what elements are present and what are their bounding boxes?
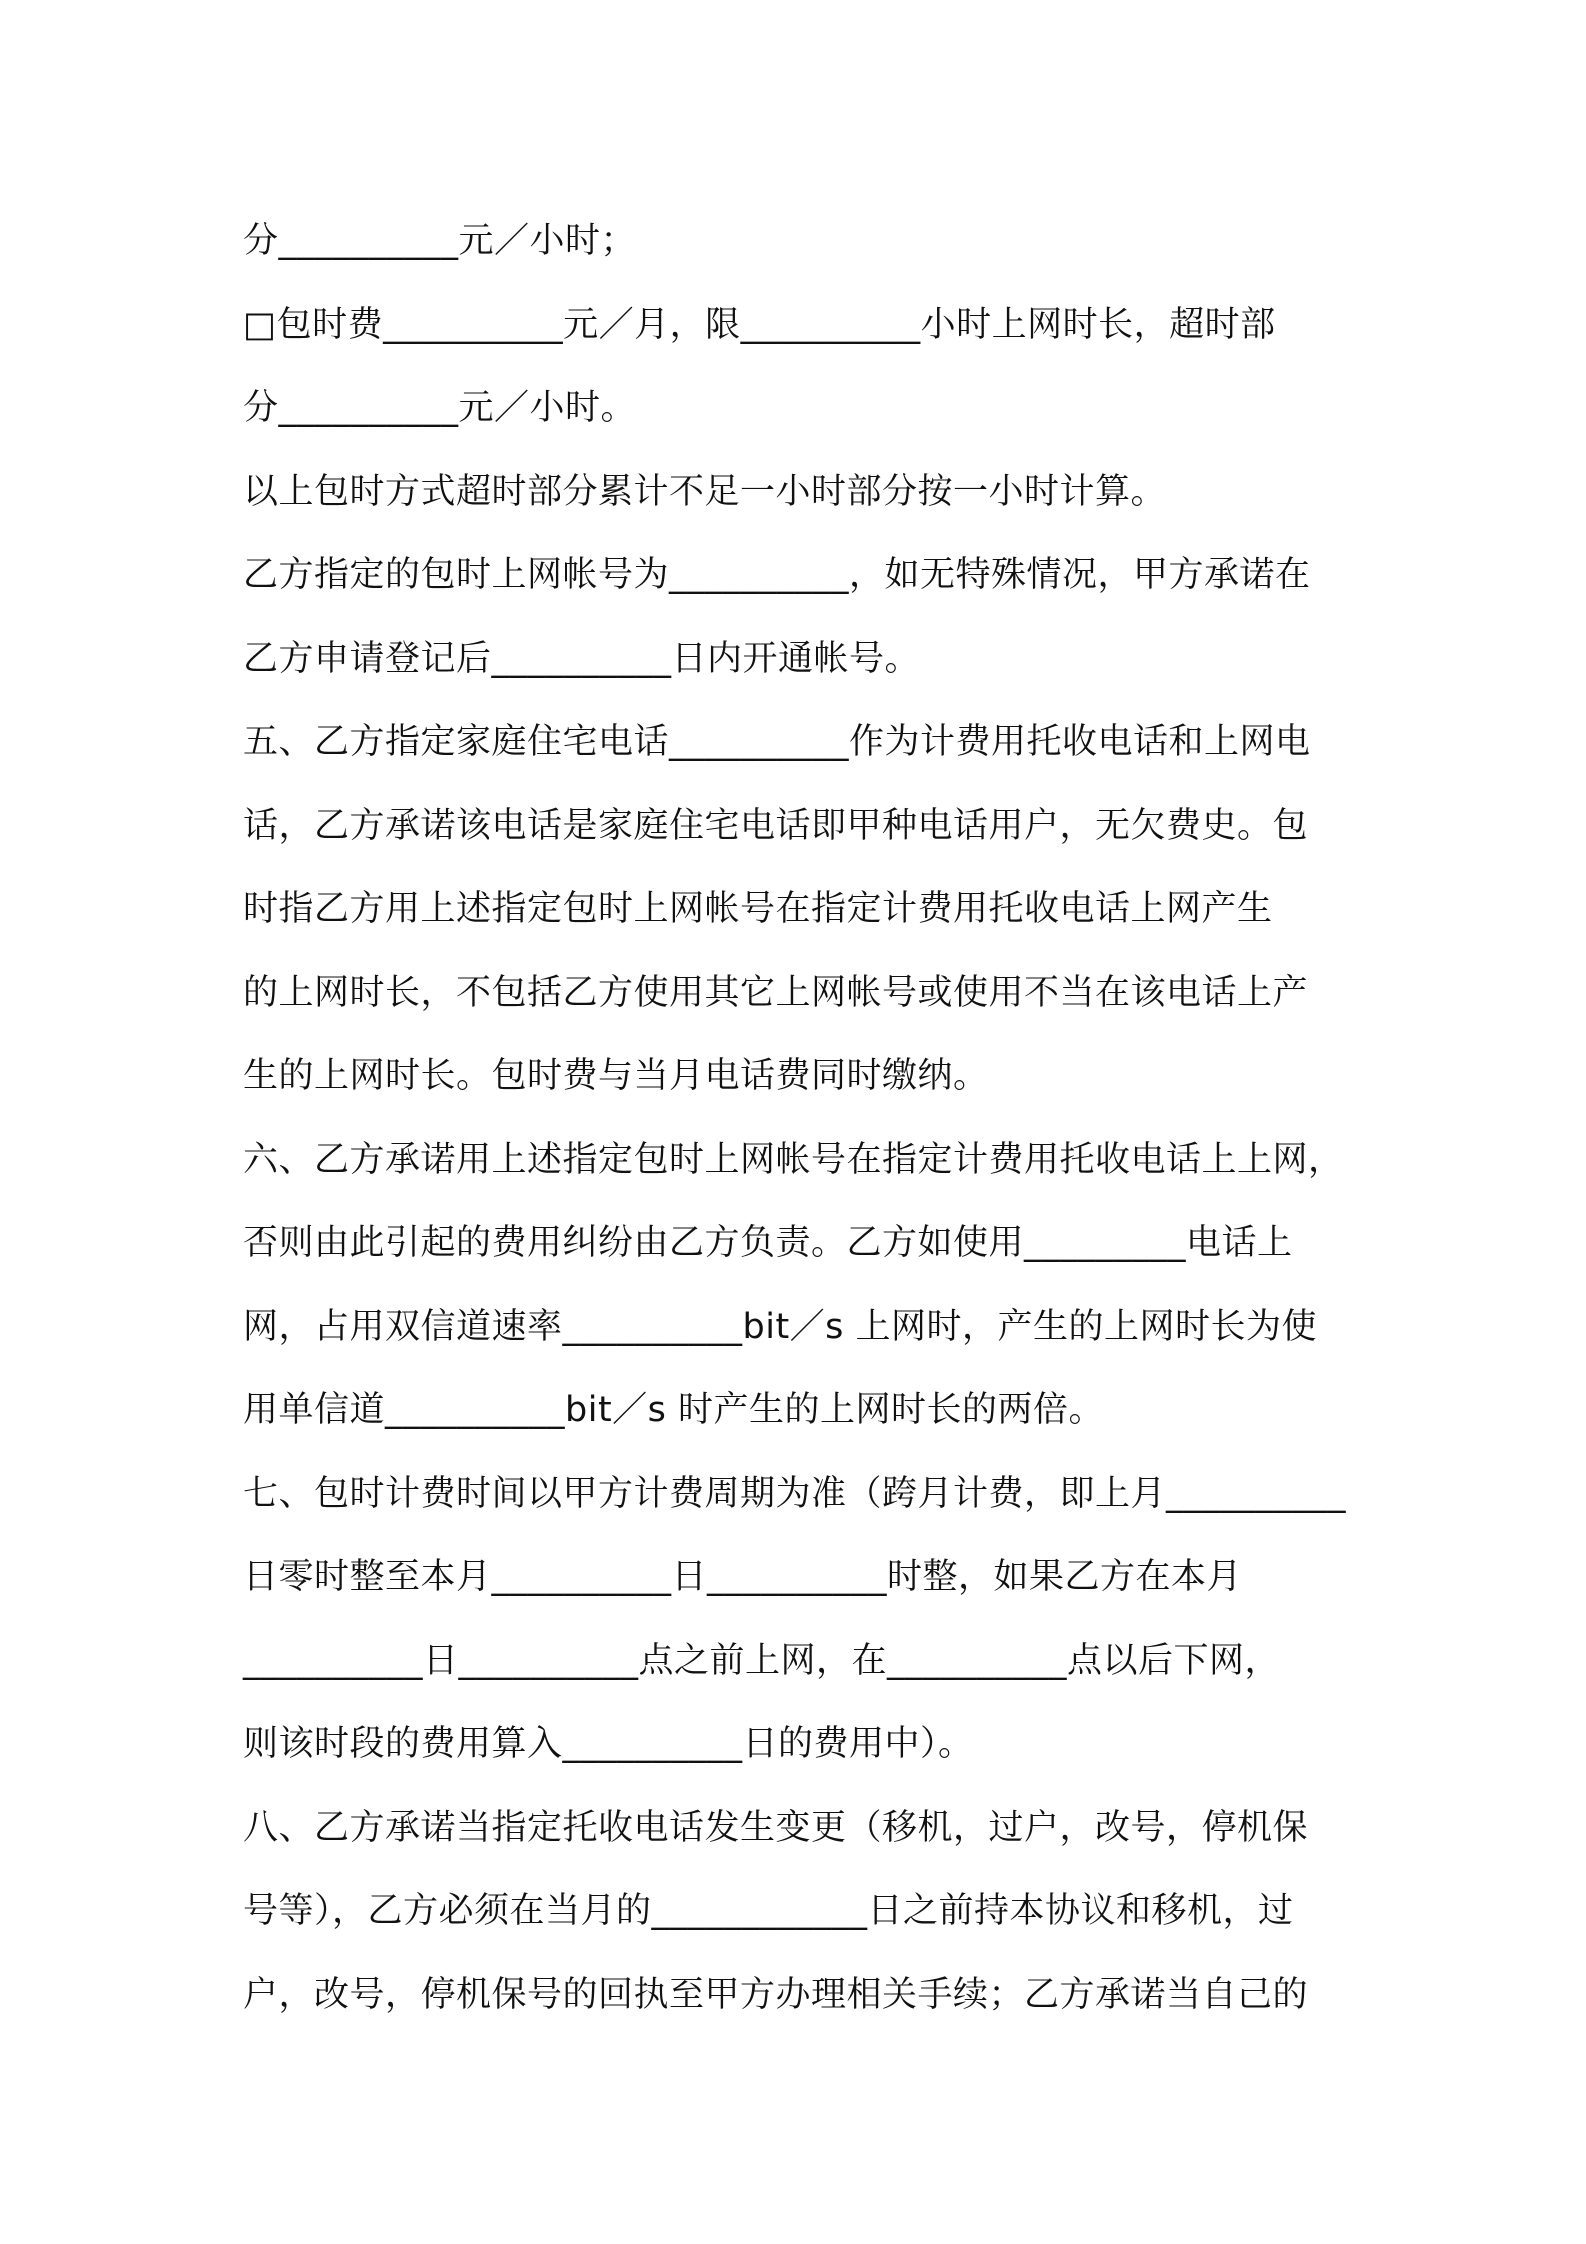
text-line: 八、乙方承诺当指定托收电话发生变更（移机，过户，改号，停机保 bbox=[243, 1807, 1309, 1848]
text-line: 五、乙方指定家庭住宅电话__________作为计费用托收电话和上网电 bbox=[243, 722, 1311, 762]
text-line: 日零时整至本月__________日__________时整，如果乙方在本月 bbox=[243, 1557, 1243, 1597]
text-line: 否则由此引起的费用纠纷由乙方负责。乙方如使用_________电话上 bbox=[243, 1223, 1293, 1263]
text-line: 网，占用双信道速率__________bit／s 上网时，产生的上网时长为使 bbox=[243, 1306, 1318, 1347]
text-line: 乙方申请登记后__________日内开通帐号。 bbox=[243, 638, 921, 679]
text-line: 分__________元／小时； bbox=[243, 221, 637, 261]
text-line: 话，乙方承诺该电话是家庭住宅电话即甲种电话用户，无欠费史。包 bbox=[243, 805, 1309, 846]
document-body bbox=[243, 200, 1378, 2037]
text-line: 乙方指定的包时上网帐号为__________，如无特殊情况，甲方承诺在 bbox=[243, 555, 1311, 595]
text-line: 用单信道__________bit／s 时产生的上网时长的两倍。 bbox=[243, 1390, 1105, 1430]
text-line: 六、乙方承诺用上述指定包时上网帐号在指定计费用托收电话上上网， bbox=[243, 1139, 1344, 1180]
text-line: 七、包时计费时间以甲方计费周期为准（跨月计费，即上月__________ bbox=[243, 1473, 1347, 1514]
text-line: □包时费__________元／月，限__________小时上网时长，超时部 bbox=[243, 304, 1276, 345]
text-line: 分__________元／小时。 bbox=[243, 388, 637, 428]
text-line: __________日__________点之前上网，在__________点以后下网， bbox=[243, 1640, 1281, 1681]
text-line: 号等），乙方必须在当月的____________日之前持本协议和移机，过 bbox=[243, 1891, 1294, 1931]
text-line: 以上包时方式超时部分累计不足一小时部分按一小时计算。 bbox=[243, 471, 1167, 512]
text-line: 的上网时长，不包括乙方使用其它上网帐号或使用不当在该电话上产 bbox=[243, 972, 1309, 1013]
text-line: 生的上网时长。包时费与当月电话费同时缴纳。 bbox=[243, 1056, 989, 1096]
text-line: 时指乙方用上述指定包时上网帐号在指定计费用托收电话上网产生 bbox=[243, 889, 1273, 929]
text-line: 户，改号，停机保号的回执至甲方办理相关手续；乙方承诺当自己的 bbox=[243, 1974, 1309, 2015]
text-line: 则该时段的费用算入__________日的费用中）。 bbox=[243, 1724, 974, 1764]
